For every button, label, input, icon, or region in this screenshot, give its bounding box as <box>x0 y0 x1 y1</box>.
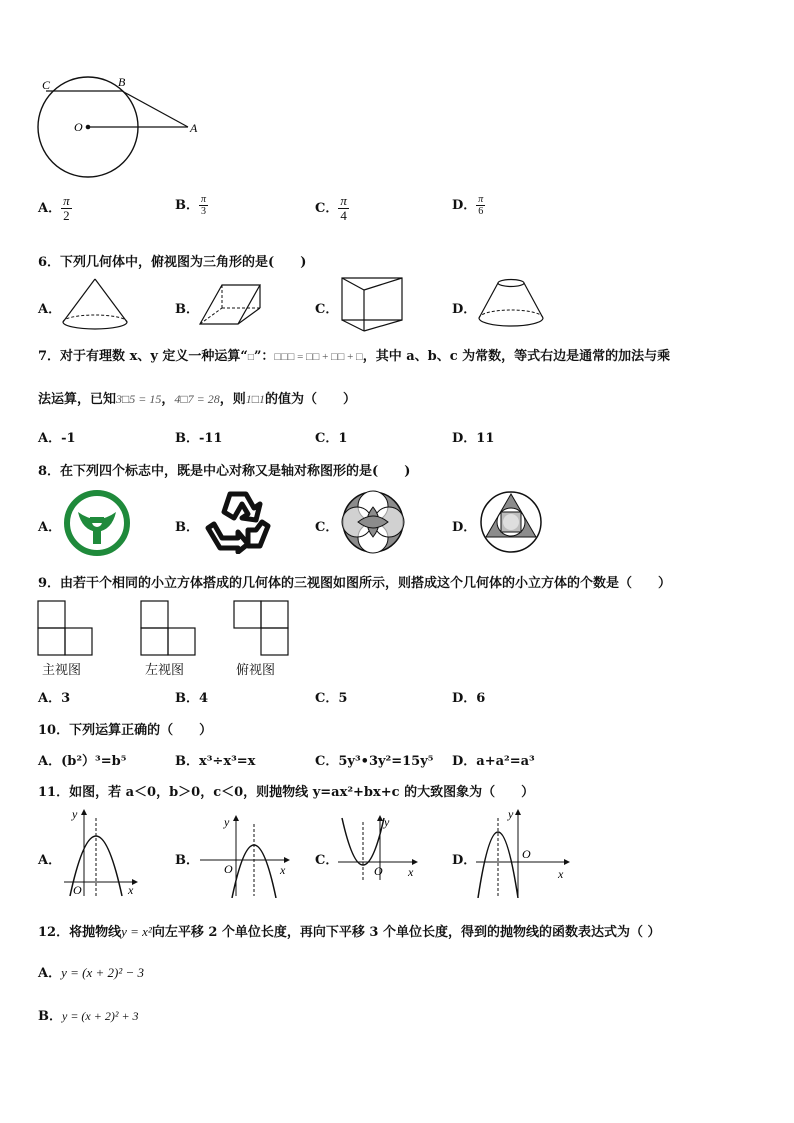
parabola-graph-d <box>474 806 574 898</box>
q5-fraction-b: $\frac{\pi}{3}$ <box>201 194 207 217</box>
q8-stem: 8．在下列四个标志中，既是中心对称又是轴对称图形的是( ) <box>38 464 411 479</box>
q12-stem-a: 12．将抛物线 <box>38 925 122 940</box>
q9-option-c[interactable]: C．5 <box>315 691 348 706</box>
q6-option-a[interactable]: A． <box>38 302 62 317</box>
q5-fraction-a: $\frac{\pi}{2}$ <box>63 193 70 223</box>
q7-option-d[interactable]: D．11 <box>452 431 495 446</box>
q7-stem-b: ”： <box>253 349 275 364</box>
q10-stem: 10．下列运算正确的（ ） <box>38 723 213 738</box>
origin-label: O <box>73 883 82 897</box>
q5-fraction-c: $\frac{\pi}{4}$ <box>340 193 347 223</box>
q8-option-c[interactable]: C． <box>315 520 339 535</box>
q8-option-a[interactable]: A． <box>38 520 62 535</box>
parabola-graph-a <box>62 806 142 898</box>
q7-op-symbol: □ <box>247 352 254 363</box>
q8-option-b[interactable]: B． <box>175 520 199 535</box>
front-view-figure <box>36 599 96 657</box>
circle-tangent-figure <box>30 72 205 182</box>
side-view-figure <box>139 599 199 657</box>
axis-x-label: x <box>558 867 564 881</box>
q9-option-a[interactable]: A．3 <box>38 691 71 706</box>
q7-stem-c: ，其中 a、b、c 为常数，等式右边是通常的加法与乘 <box>362 349 671 364</box>
tangent-ba <box>122 91 188 127</box>
q7-given-2: 4□7 = 28 <box>174 392 220 406</box>
side-view-caption: 左视图 <box>145 663 185 678</box>
q9-option-d[interactable]: D．6 <box>452 691 486 706</box>
front-view-caption: 主视图 <box>42 663 82 678</box>
q5-option-a[interactable] <box>38 194 72 223</box>
axis-y-label: y <box>508 807 514 821</box>
q5-option-a-label: A． <box>38 201 62 216</box>
q5-option-d[interactable] <box>452 194 485 217</box>
q12-expr: y = x² <box>121 924 152 939</box>
center-point <box>86 125 91 130</box>
q7-ask: 1□1 <box>245 392 266 406</box>
label-c: C <box>42 78 51 92</box>
origin-label: O <box>224 862 233 876</box>
q5-option-d-label: D． <box>452 198 477 213</box>
q12-option-b[interactable] <box>38 1005 139 1024</box>
q5-fraction-d: $\frac{\pi}{6}$ <box>478 194 484 217</box>
q7-sep: ， <box>161 392 175 407</box>
q10-option-a[interactable]: A．(b²）³=b⁵ <box>38 754 127 769</box>
q11-option-a[interactable]: A． <box>38 853 62 868</box>
q9-option-b[interactable]: B．4 <box>175 691 209 706</box>
green-food-logo-icon <box>64 490 130 556</box>
q7-line2-c: 的值为（ ） <box>265 392 357 407</box>
origin-label: O <box>522 847 531 861</box>
axis-x-label: x <box>280 863 286 877</box>
q11-option-b[interactable]: B． <box>175 853 199 868</box>
axis-x-label: x <box>128 883 134 897</box>
q7-line2-b: ，则 <box>219 392 246 407</box>
q7-given-1: 3□5 = 15 <box>116 392 162 406</box>
q11-stem: 11．如图，若 a＜0，b＞0，c＜0，则抛物线 y=ax²+bx+c 的大致图象为（ ） <box>38 785 535 800</box>
q6-option-d[interactable]: D． <box>452 302 477 317</box>
q10-option-b[interactable]: B．x³÷x³=x <box>175 754 256 769</box>
axis-y-label: y <box>72 807 78 821</box>
top-view-figure <box>232 599 292 657</box>
q12-option-a-label: A． <box>38 966 62 981</box>
q5-option-c-label: C． <box>315 201 339 216</box>
q7-line1 <box>38 345 670 364</box>
q7-line2 <box>38 388 356 407</box>
parabola-graph-b <box>198 812 294 898</box>
label-b: B <box>118 75 126 89</box>
top-view-caption: 俯视图 <box>236 663 276 678</box>
axis-x-label: x <box>408 865 414 879</box>
q11-option-d[interactable]: D． <box>452 853 477 868</box>
triangular-prism-upright <box>338 274 406 334</box>
cone-solid <box>60 276 130 332</box>
q6-option-b[interactable]: B． <box>175 302 199 317</box>
label-a: A <box>190 121 198 135</box>
q8-option-d[interactable]: D． <box>452 520 477 535</box>
triangle-in-circle-logo-icon <box>479 490 543 554</box>
q5-option-b[interactable] <box>175 194 208 217</box>
q7-stem-a: 7．对于有理数 x、y 定义一种运算“ <box>38 349 248 364</box>
q12-option-a[interactable] <box>38 962 144 981</box>
triangular-prism-slanted <box>198 282 264 326</box>
q7-option-c[interactable]: C．1 <box>315 431 348 446</box>
q12-stem <box>38 921 661 940</box>
axis-y-label: y <box>224 815 230 829</box>
q12-option-a-expr: y = (x + 2)² − 3 <box>61 965 145 980</box>
q10-option-c[interactable]: C．5y³•3y²=15y⁵ <box>315 754 434 769</box>
q12-option-b-label: B． <box>38 1009 62 1024</box>
label-o: O <box>74 120 83 134</box>
four-petal-logo-icon <box>341 490 405 554</box>
q5-option-c[interactable] <box>315 194 349 223</box>
q7-line2-a: 法运算，已知 <box>38 392 117 407</box>
q9-stem: 9．由若干个相同的小立方体搭成的几何体的三视图如图所示，则搭成这个几何体的小立方体的个数是（ ） <box>38 576 672 591</box>
q6-option-c[interactable]: C． <box>315 302 339 317</box>
frustum-solid <box>476 276 546 330</box>
q7-option-a[interactable]: A．-1 <box>38 431 76 446</box>
parabola-graph-c <box>336 812 422 882</box>
q7-option-b[interactable]: B．-11 <box>175 431 223 446</box>
q10-option-d[interactable]: D．a+a²=a³ <box>452 754 535 769</box>
axis-y-label: y <box>384 815 390 829</box>
q7-formula: □□□ = □□ + □□ + □ <box>274 351 363 363</box>
origin-label: O <box>374 864 383 878</box>
q5-option-b-label: B． <box>175 198 199 213</box>
recycle-icon <box>204 488 272 554</box>
q11-option-c[interactable]: C． <box>315 853 339 868</box>
q6-stem: 6．下列几何体中，俯视图为三角形的是( ) <box>38 255 307 270</box>
q12-option-b-expr: y = (x + 2)² + 3 <box>62 1009 139 1023</box>
q12-stem-b: 向左平移 2 个单位长度，再向下平移 3 个单位长度，得到的抛物线的函数表达式为（ ） <box>151 925 661 940</box>
